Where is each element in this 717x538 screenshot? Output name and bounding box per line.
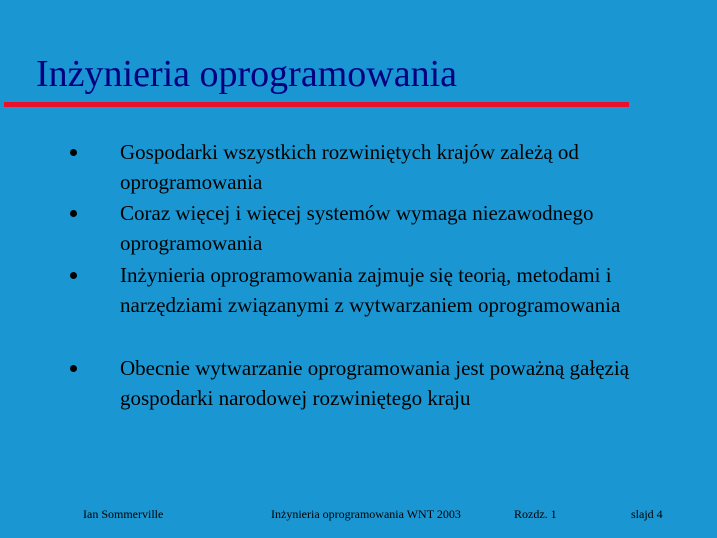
bullet-text: Gospodarki wszystkich rozwiniętych krajów zależą od oprogramowania — [120, 140, 579, 194]
title-underline — [4, 102, 629, 107]
bullet-item — [120, 260, 700, 320]
bullet-dot-icon — [70, 365, 77, 372]
bullet-item — [120, 137, 700, 197]
bullet-text: Inżynieria oprogramowania zajmuje się teorią, metodami i narzędziami związanymi z wytwarzaniem oprogramowania — [120, 263, 621, 317]
footer-author: Ian Sommerville — [83, 507, 164, 521]
bullet-dot-icon — [70, 210, 77, 217]
bullet-text: Coraz więcej i więcej systemów wymaga niezawodnego oprogramowania — [120, 201, 594, 255]
bullet-item — [120, 198, 700, 258]
footer-course: Inżynieria oprogramowania WNT 2003 — [271, 507, 461, 521]
footer-slide-number: slajd 4 — [631, 507, 663, 521]
slide-title: Inżynieria oprogramowania — [36, 53, 457, 95]
footer-chapter: Rozdz. 1 — [514, 507, 557, 521]
bullet-item — [120, 353, 700, 413]
bullet-dot-icon — [70, 149, 77, 156]
bullet-text: Obecnie wytwarzanie oprogramowania jest poważną gałęzią gospodarki narodowej rozwiniętego kraju — [120, 356, 630, 410]
bullet-dot-icon — [70, 272, 77, 279]
